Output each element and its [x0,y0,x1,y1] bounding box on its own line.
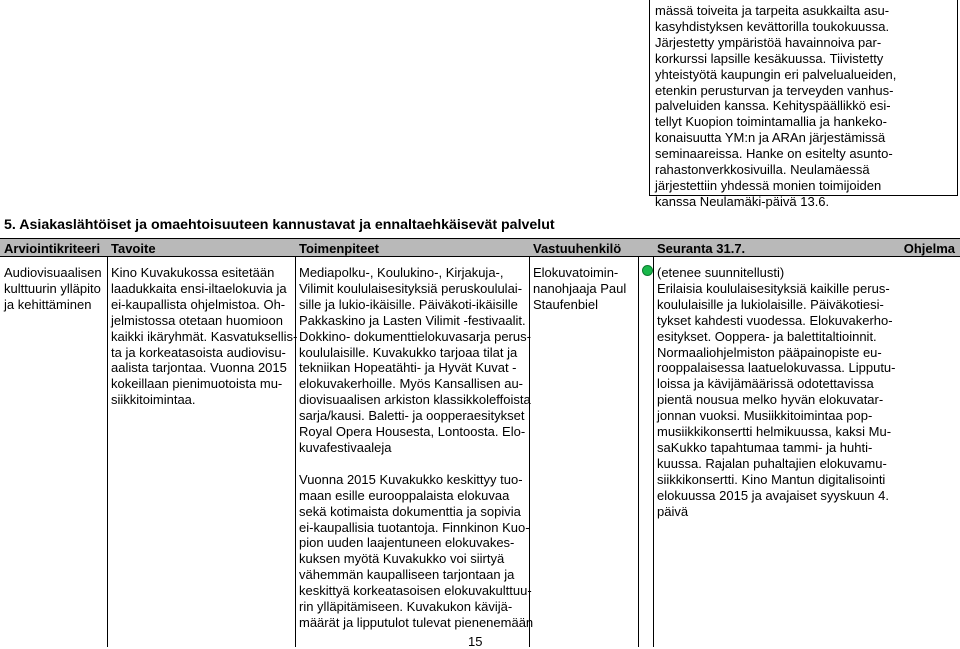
kriteeri-line: ja kehittäminen [4,296,92,312]
continuation-line: yhteistyötä kaupungin eri palvelualueiden, [655,66,897,82]
tavoite-line: Kino Kuvakukossa esitetään [111,265,275,280]
continuation-line: etenkin perusturvan ja terveyden vanhus- [655,82,894,98]
tavoite-line: kaikki ikäryhmät. Kasvatuksellis- [111,328,298,344]
toimenpiteet-line: pion uuden laajentuneen elokuvakes- [299,535,515,551]
continuation-line: konaisuutta YM:n ja ARAn järjestämissä [655,130,886,146]
seuranta-line: kuussa. Rajalan puhaltajien elokuvamu- [657,455,887,471]
toimenpiteet-line: kuvafestivaaleja [299,439,392,455]
toimenpiteet-line [299,456,533,472]
tavoite-line: ta ja korkeatasoista audiovisu- [111,344,286,360]
seuranta-line: tykset kahdesti vuodessa. Elokuvakerho- [657,312,893,328]
header-vastuuhenkilo: Vastuuhenkilö [533,241,622,256]
continuation-line: korkurssi lapsille kesäkuussa. Tiivistetty [655,50,884,66]
seuranta-line: musiikkikonsertti helmikuussa, kaksi Mu- [657,424,892,440]
seuranta-line: elokuussa 2015 ja avajaiset syyskuun 4. [657,487,889,503]
vastuuhenkilo-line: Elokuvatoimin- [533,265,619,280]
toimenpiteet-line: Dokkino- dokumenttielokuvasarja perus- [299,328,531,344]
section-title: 5. Asiakaslähtöiset ja omaehtoisuuteen kannustavat ja ennaltaehkäisevät palvelut [4,217,555,233]
table-header-row [0,238,960,257]
continuation-line: seminaareissa. Hanke on esitelty asunto- [655,146,893,162]
seuranta-line: Erilaisia koululaisesityksiä kaikille perus- [657,280,890,296]
continuation-line: palveluiden kanssa. Kehityspäällikkö esi- [655,98,891,114]
seuranta-line: saKukko tapahtumaa tammi- ja huhti- [657,439,873,455]
header-arviointikriteeri: Arviointikriteeri [4,241,101,256]
tavoite-line: ei-kaupallista ohjelmistoa. Oh- [111,296,286,312]
seuranta-line: pientä nousua melko hyvän elokuvatar- [657,392,884,408]
seuranta-line: esitykset. Ooppera- ja balettitaltioinnit. [657,328,877,344]
toimenpiteet-line: sille ja lukio-ikäisille. Päiväkoti-ikäisille [299,296,518,312]
status-indicator-dot [642,265,653,276]
tavoite-line: aalista tarjontaa. Vuonna 2015 [111,360,287,376]
tavoite-line: jelmistossa otetaan huomioon [111,312,283,328]
continuation-text [655,3,896,210]
continuation-line: rahastonverkkosivuilla. Neulamäessä [655,162,870,178]
seuranta-line: koululaisille ja lukiolaisille. Päiväkotiesi- [657,296,884,312]
seuranta-line: päivä [657,503,689,519]
vastuuhenkilo-line: nanohjaaja Paul [533,280,627,296]
seuranta-line: siikkikonsertti. Kino Mantun digitalisointi [657,471,886,487]
seuranta-line: rooppalaisessa laatuelokuvassa. Lipputu- [657,360,896,376]
toimenpiteet-line: Vuonna 2015 Kuvakukko keskittyy tuo- [299,471,523,487]
seuranta-line: loissa ja kävijämäärissä odotettavissa [657,376,874,392]
toimenpiteet-line: Vilimit koululaisesityksiä peruskoululai- [299,280,523,296]
cell-arviointikriteeri [4,265,102,313]
column-divider [107,257,108,647]
continuation-line: järjestettiin yhdessä monien toimijoiden [655,177,882,193]
header-seuranta: Seuranta 31.7. [657,241,746,256]
toimenpiteet-line: sarja/kausi. Baletti- ja oopperaesitykset [299,408,525,424]
tavoite-line: siikkitoimintaa. [111,392,196,408]
toimenpiteet-line: vähemmän kaupalliseen tarjontaan ja [299,567,515,583]
toimenpiteet-line: rin ylläpitämiseen. Kuvakukon kävijä- [299,599,513,615]
cell-toimenpiteet [299,265,533,631]
toimenpiteet-line: elokuvakerhoille. Myös Kansallisen au- [299,376,524,392]
header-toimenpiteet: Toimenpiteet [299,241,379,256]
continuation-line: kanssa Neulamäki-päivä 13.6. [655,193,830,209]
toimenpiteet-line: keskittyä korkeatasoisen elokuvakulttuu- [299,583,532,599]
toimenpiteet-line: koululaisille. Kuvakukko tarjoaa tilat ja [299,344,518,360]
cell-tavoite [111,265,297,408]
toimenpiteet-line: ei-kaupallisia tuotantoja. Finnkinon Kuo- [299,519,530,535]
header-tavoite: Tavoite [111,241,156,256]
continuation-line: mässä toiveita ja tarpeita asukkailta asu- [655,3,890,18]
seuranta-line: (etenee suunnitellusti) [657,265,785,280]
toimenpiteet-line: Royal Opera Housesta, Lontoosta. Elo- [299,424,526,440]
kriteeri-line: kulttuurin ylläpito [4,280,101,296]
tavoite-line: laadukkaita ensi-iltaelokuvia ja [111,280,287,296]
cell-vastuuhenkilo [533,265,626,313]
column-divider [638,257,639,647]
page-number: 15 [468,634,483,649]
seuranta-line: Normaaliohjelmiston pääpainopiste eu- [657,344,882,360]
toimenpiteet-line: määrät ja lipputulot tulevat pienenemään [299,614,534,630]
seuranta-line: jonnan vuoksi. Musiikkitoimintaa pop- [657,408,873,424]
continuation-line: kasyhdistyksen kevättorilla toukokuussa. [655,18,890,34]
tavoite-line: kokeillaan pienimuotoista mu- [111,376,283,392]
kriteeri-line: Audiovisuaalisen [4,265,102,280]
header-ohjelma: Ohjelma [903,241,955,256]
vastuuhenkilo-line: Staufenbiel [533,296,599,312]
toimenpiteet-line: sekä kotimaista dokumenttia ja sopivia [299,503,521,519]
column-divider [653,257,654,647]
continuation-line: Järjestetty ympäristöä havainnoiva par- [655,34,882,50]
toimenpiteet-line: Mediapolku-, Koulukino-, Kirjakuja-, [299,265,504,280]
continuation-line: tellyt Kuopion toimintamallia ja hankeko- [655,114,887,130]
toimenpiteet-line: maan esille eurooppalaista elokuvaa [299,487,510,503]
toimenpiteet-line: Pakkaskino ja Lasten Vilimit -festivaalit. [299,312,526,328]
toimenpiteet-line: diovisuaalisen arkiston klassikkoleffoista [299,392,531,408]
toimenpiteet-line: kuksen myötä Kuvakukko voi siirtyä [299,551,505,567]
cell-seuranta [657,265,896,520]
toimenpiteet-line: tekniikan Hopeatähti- ja Hyvät Kuvat - [299,360,517,376]
